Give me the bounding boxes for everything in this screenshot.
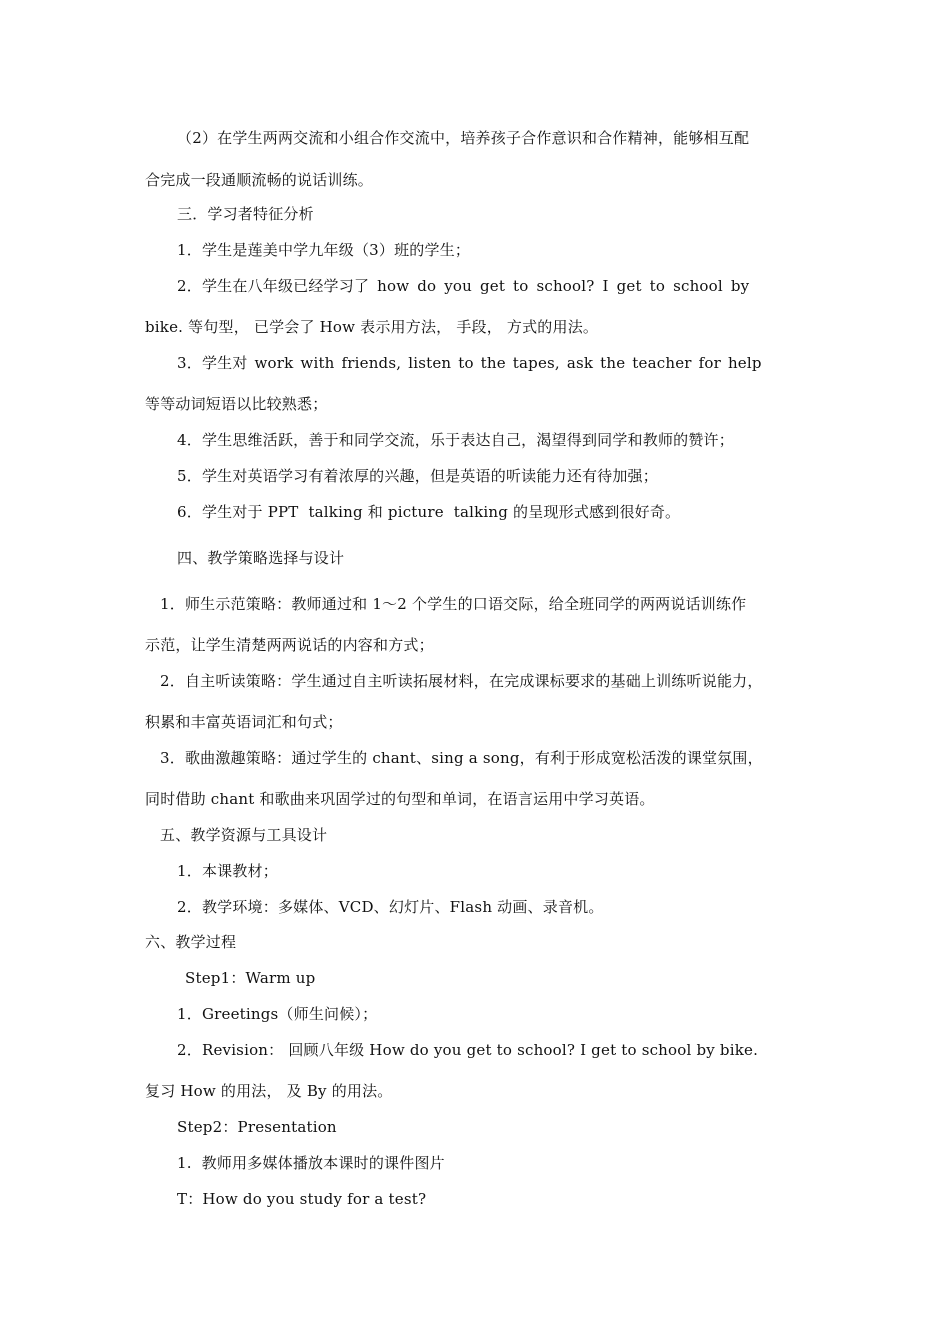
- section-heading: 四、教学策略选择与设计: [177, 549, 345, 567]
- text-line: 等等动词短语以比较熟悉；: [145, 395, 328, 413]
- step-heading: Step1：Warm up: [185, 969, 316, 987]
- text-line: 1. 教师用多媒体播放本课时的课件图片: [177, 1154, 445, 1172]
- text-line: 1．师生示范策略：教师通过和 1～2 个学生的口语交际，给全班同学的两两说话训练作: [160, 595, 747, 613]
- text-line: 4．学生思维活跃，善于和同学交流，乐于表达自己，渴望得到同学和教师的赞许；: [177, 431, 734, 449]
- text-line: 合完成一段通顺流畅的说话训练。: [145, 171, 374, 189]
- section-heading: 三．学习者特征分析: [177, 205, 314, 223]
- text-line: 1．Greetings（师生问候）；: [177, 1005, 378, 1023]
- text-line: 同时借助 chant 和歌曲来巩固学过的句型和单词，在语言运用中学习英语。: [145, 790, 655, 808]
- text-line: 1．学生是莲美中学九年级（3）班的学生；: [177, 241, 471, 259]
- section-heading: 五、教学资源与工具设计: [160, 826, 328, 844]
- text-line: 3．学生对 work with friends, listen to the tapes, ask the teacher for help: [177, 354, 762, 372]
- text-line: 2．教学环境：多媒体、VCD、幻灯片、Flash 动画、录音机。: [177, 898, 604, 916]
- text-line: （2）在学生两两交流和小组合作交流中，培养孩子合作意识和合作精神，能够相互配: [177, 129, 750, 147]
- text-line: 2．自主听读策略：学生通过自主听读拓展材料，在完成课标要求的基础上训练听说能力，: [160, 672, 763, 690]
- text-line: 示范，让学生清楚两两说话的内容和方式；: [145, 636, 434, 654]
- text-line: 2．学生在八年级已经学习了 how do you get to school? I get to school by: [177, 277, 750, 295]
- step-heading: Step2：Presentation: [177, 1118, 337, 1136]
- text-line: 积累和丰富英语词汇和句式；: [145, 713, 343, 731]
- text-line: bike. 等句型， 已学会了 How 表示用方法， 手段， 方式的用法。: [145, 318, 599, 336]
- text-line: 3．歌曲激趣策略：通过学生的 chant、sing a song，有利于形成宽松活泼的课堂氛围，: [160, 749, 763, 767]
- text-line: 复习 How 的用法， 及 By 的用法。: [145, 1082, 393, 1100]
- text-line: T：How do you study for a test?: [177, 1190, 427, 1208]
- text-line: 2．Revision： 回顾八年级 How do you get to school? I get to school by bike.: [177, 1041, 759, 1059]
- text-line: 1．本课教材；: [177, 862, 278, 880]
- text-line: 5．学生对英语学习有着浓厚的兴趣，但是英语的听读能力还有待加强；: [177, 467, 658, 485]
- text-line: 6．学生对于 PPT talking 和 picture talking 的呈现形式感到很好奇。: [177, 503, 681, 521]
- section-heading: 六、教学过程: [145, 933, 237, 951]
